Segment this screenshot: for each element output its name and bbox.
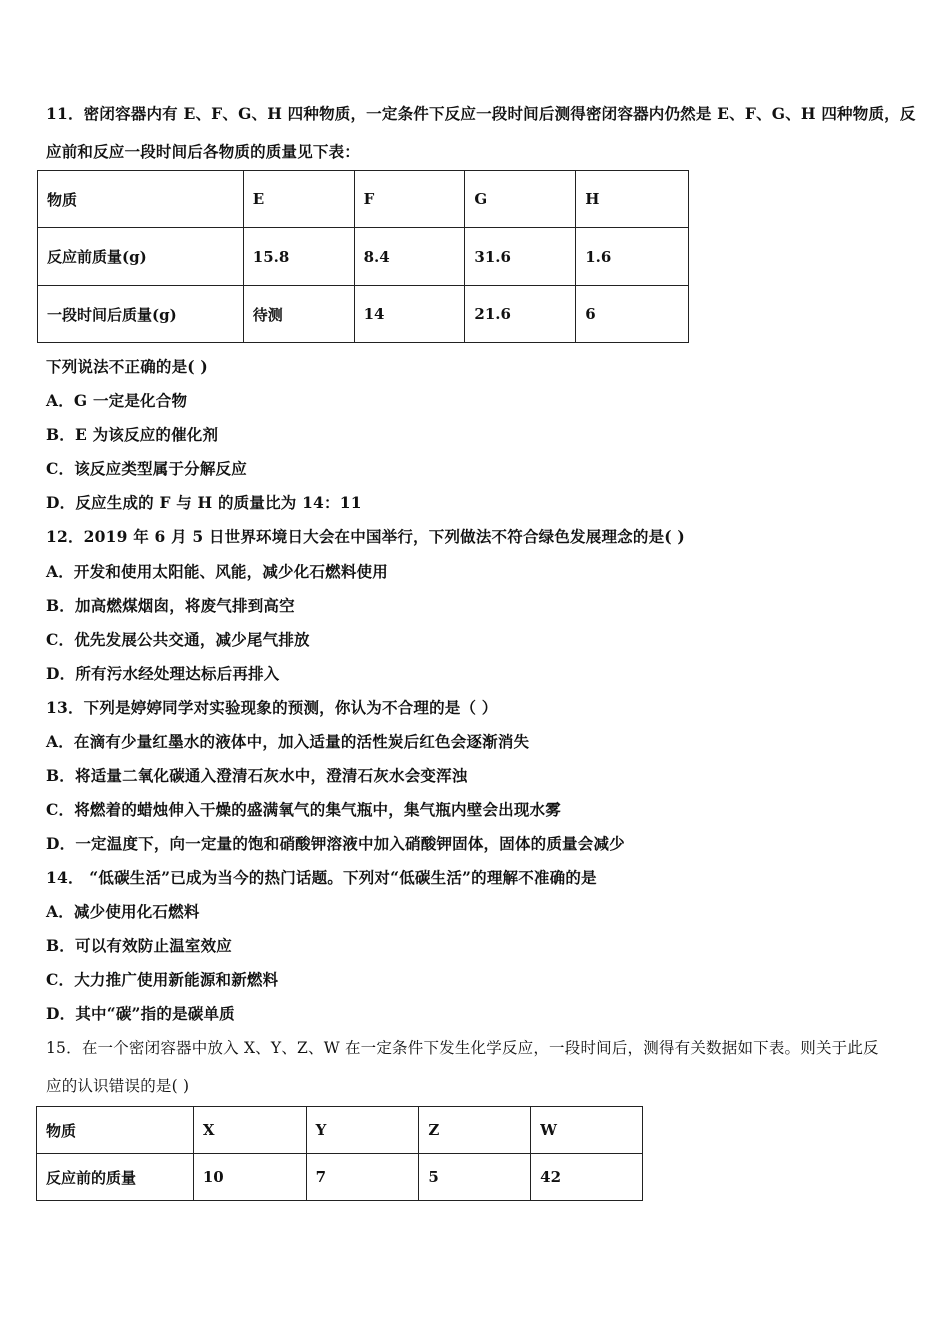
q11-option-c: C．该反应类型属于分解反应 [46,459,247,478]
table-cell: 反应前质量(g) [38,228,244,286]
q14-option-a: A．减少使用化石燃料 [46,902,200,921]
table-cell: F [354,171,465,228]
q12-option-a: A．开发和使用太阳能、风能，减少化石燃料使用 [46,562,388,581]
q13-option-b: B．将适量二氧化碳通入澄清石灰水中，澄清石灰水会变浑浊 [46,766,468,785]
q14-option-d: D．其中“碳”指的是碳单质 [46,1004,235,1023]
table-cell: 待测 [243,286,354,343]
table-cell: 21.6 [465,286,576,343]
table-cell: 7 [306,1154,419,1201]
table-cell: Z [419,1107,531,1154]
q11-table-header-row [38,171,689,228]
table-cell: 14 [354,286,465,343]
table-cell: 8.4 [354,228,465,286]
table-cell: H [576,171,689,228]
table-cell: 31.6 [465,228,576,286]
table-row [37,1154,643,1201]
table-cell: 物质 [37,1107,194,1154]
table-cell: 42 [531,1154,643,1201]
q13-option-a: A．在滴有少量红墨水的液体中，加入适量的活性炭后红色会逐渐消失 [46,732,530,751]
table-cell: X [193,1107,306,1154]
q15-stem-line2: 应的认识错误的是( ) [46,1077,190,1095]
q13-option-c: C．将燃着的蜡烛伸入干燥的盛满氧气的集气瓶中，集气瓶内壁会出现水雾 [46,800,561,819]
q12-option-b: B．加高燃煤烟囱，将废气排到高空 [46,596,295,615]
table-cell: 10 [193,1154,306,1201]
q11-table [37,170,689,343]
q11-option-a: A．G 一定是化合物 [46,391,188,410]
table-cell: E [243,171,354,228]
q14-option-c: C．大力推广使用新能源和新燃料 [46,970,279,989]
q14-option-b: B．可以有效防止温室效应 [46,936,233,955]
table-cell: G [465,171,576,228]
q11-prompt: 下列说法不正确的是( ) [46,357,208,376]
table-cell: 物质 [38,171,244,228]
table-cell: 一段时间后质量(g) [38,286,244,343]
table-row [38,286,689,343]
q13-stem: 13．下列是婷婷同学对实验现象的预测，你认为不合理的是（ ） [46,698,498,717]
table-row [38,228,689,286]
table-cell: 1.6 [576,228,689,286]
q11-stem-line1: 11．密闭容器内有 E、F、G、H 四种物质，一定条件下反应一段时间后测得密闭容器内仍然是 E、F、G、H 四种物质，反 [46,104,916,123]
q15-stem-line1: 15．在一个密闭容器中放入 X、Y、Z、W 在一定条件下发生化学反应，一段时间后，测得有关数据如下表。则关于此反 [46,1039,879,1057]
q11-option-b: B．E 为该反应的催化剂 [46,425,219,444]
q12-option-c: C．优先发展公共交通，减少尾气排放 [46,630,310,649]
q11-stem-line2: 应前和反应一段时间后各物质的质量见下表： [46,142,361,161]
table-cell: 15.8 [243,228,354,286]
q11-option-d: D．反应生成的 F 与 H 的质量比为 14：11 [46,493,362,512]
table-cell: 6 [576,286,689,343]
q13-option-d: D．一定温度下，向一定量的饱和硝酸钾溶液中加入硝酸钾固体，固体的质量会减少 [46,834,625,853]
q15-table-header-row [37,1107,643,1154]
q15-table [36,1106,643,1201]
table-cell: W [531,1107,643,1154]
q12-option-d: D．所有污水经处理达标后再排入 [46,664,280,683]
table-cell: 反应前的质量 [37,1154,194,1201]
q14-stem: 14． “低碳生活”已成为当今的热门话题。下列对“低碳生活”的理解不准确的是 [46,868,597,887]
table-cell: Y [306,1107,419,1154]
table-cell: 5 [419,1154,531,1201]
q12-stem: 12．2019 年 6 月 5 日世界环境日大会在中国举行，下列做法不符合绿色发展理念的是( ) [46,527,685,546]
